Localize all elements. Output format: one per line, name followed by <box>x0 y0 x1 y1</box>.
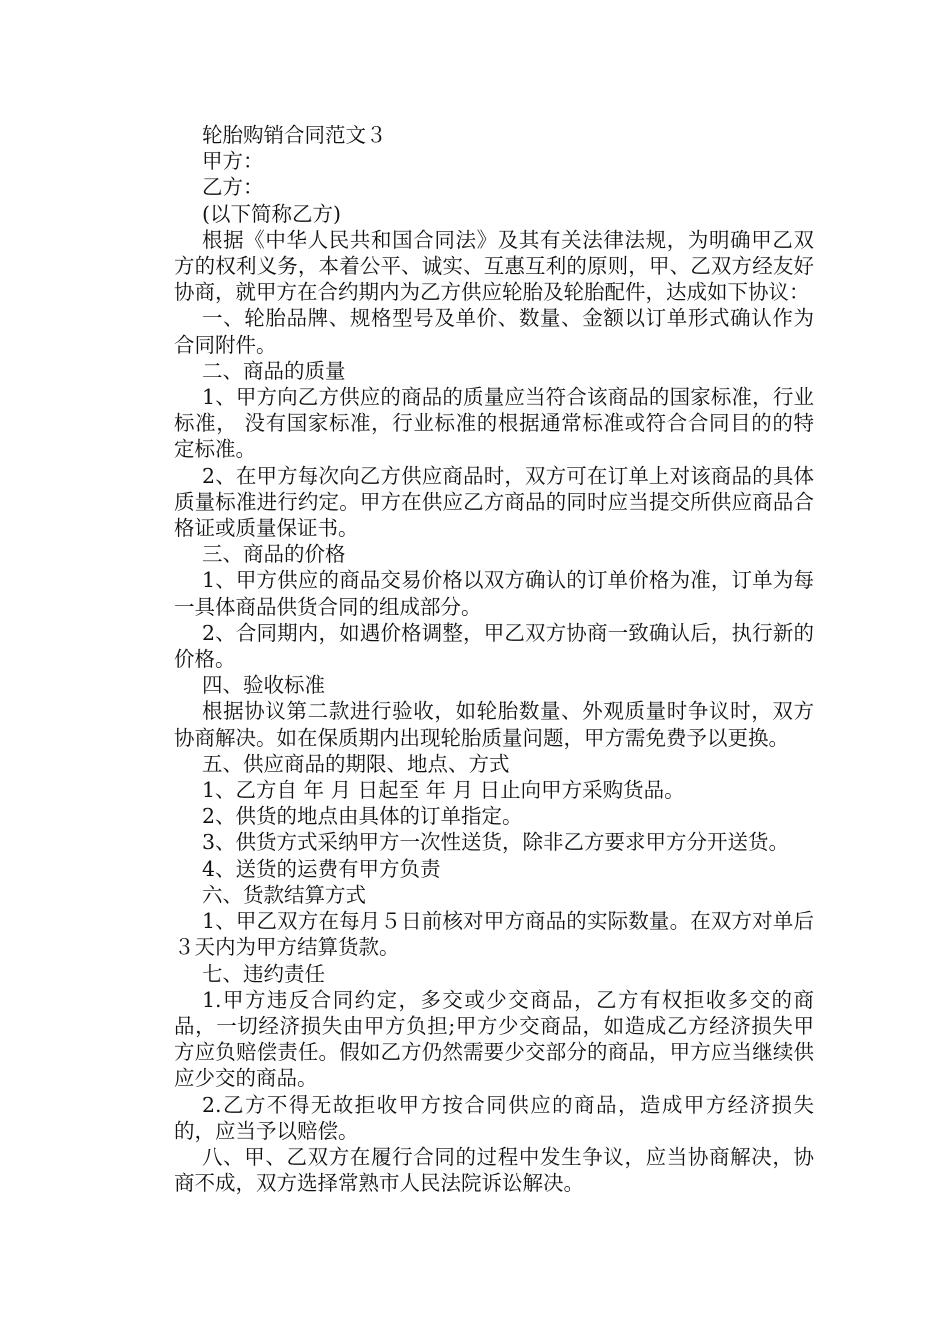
paragraph-acceptance: 根据协议第二款进行验收，如轮胎数量、外观质量时争议时，双方协商解决。如在保质期内出现轮胎质量问题，甲方需免费予以更换。 <box>174 699 814 750</box>
paragraph-supply-2: 2、供货的地点由具体的订单指定。 <box>202 804 523 829</box>
section-heading-settlement: 六、货款结算方式 <box>202 882 366 907</box>
paragraph-liability-2: 2.乙方不得无故拒收甲方按合同供应的商品，造成甲方经济损失的，应当予以赔偿。 <box>174 1092 814 1143</box>
section-heading-supply: 五、供应商品的期限、地点、方式 <box>202 751 510 776</box>
paragraph-dispute: 八、甲、乙双方在履行合同的过程中发生争议，应当协商解决，协商不成，双方选择常熟市人民法院诉讼解决。 <box>174 1144 814 1196</box>
paragraph-quality-1: 1、甲方向乙方供应的商品的质量应当符合该商品的国家标准，行业标准， 没有国家标准，行业标准的根据通常标准或符合合同目的的特定标准。 <box>174 385 814 462</box>
section-heading-quality: 二、商品的质量 <box>202 358 346 383</box>
paragraph-price-2: 2、合同期内，如遇价格调整，甲乙双方协商一致确认后，执行新的价格。 <box>174 620 814 672</box>
document-body <box>174 122 814 1196</box>
paragraph-party-b: 乙方： <box>202 175 264 200</box>
document-title: 轮胎购销合同范文３ <box>202 123 387 147</box>
section-heading-acceptance: 四、验收标准 <box>202 673 325 698</box>
paragraph-price-1: 1、甲方供应的商品交易价格以双方确认的订单价格为准，订单为每一具体商品供货合同的组成部分。 <box>174 568 814 619</box>
paragraph-supply-3: 3、供货方式采纳甲方一次性送货，除非乙方要求甲方分开送货。 <box>202 830 790 855</box>
paragraph-abbreviation: (以下简称乙方) <box>202 201 341 226</box>
section-heading-price: 三、商品的价格 <box>202 542 346 567</box>
paragraph-preamble: 根据《中华人民共和国合同法》及其有关法律法规，为明确甲乙双方的权利义务，本着公平、诚实、互惠互利的原则，甲、乙双方经友好协商，就甲方在合约期内为乙方供应轮胎及轮胎配件，达成如下协议： <box>174 227 814 305</box>
paragraph-clause-1: 一、轮胎品牌、规格型号及单价、数量、金额以订单形式确认作为合同附件。 <box>174 306 814 357</box>
paragraph-supply-1: 1、乙方自 年 月 日起至 年 月 日止向甲方采购货品。 <box>202 778 685 803</box>
paragraph-quality-2: 2、在甲方每次向乙方供应商品时，双方可在订单上对该商品的具体质量标准进行约定。甲方在供应乙方商品的同时应当提交所供应商品合格证或质量保证书。 <box>174 463 814 541</box>
paragraph-liability-1: 1.甲方违反合同约定，多交或少交商品，乙方有权拒收多交的商品，一切经济损失由甲方负担;甲方少交商品，如造成乙方经济损失甲方应负赔偿责任。假如乙方仍然需要少交部分的商品，甲方应当继续供应少交的商品。 <box>174 987 814 1091</box>
section-heading-liability: 七、违约责任 <box>202 961 325 986</box>
paragraph-settlement-1: 1、甲乙双方在每月５日前核对甲方商品的实际数量。在双方对单后３天内为甲方结算货款。 <box>174 909 814 960</box>
paragraph-supply-4: 4、送货的运费有甲方负责 <box>202 856 441 881</box>
paragraph-party-a: 甲方： <box>202 149 264 174</box>
